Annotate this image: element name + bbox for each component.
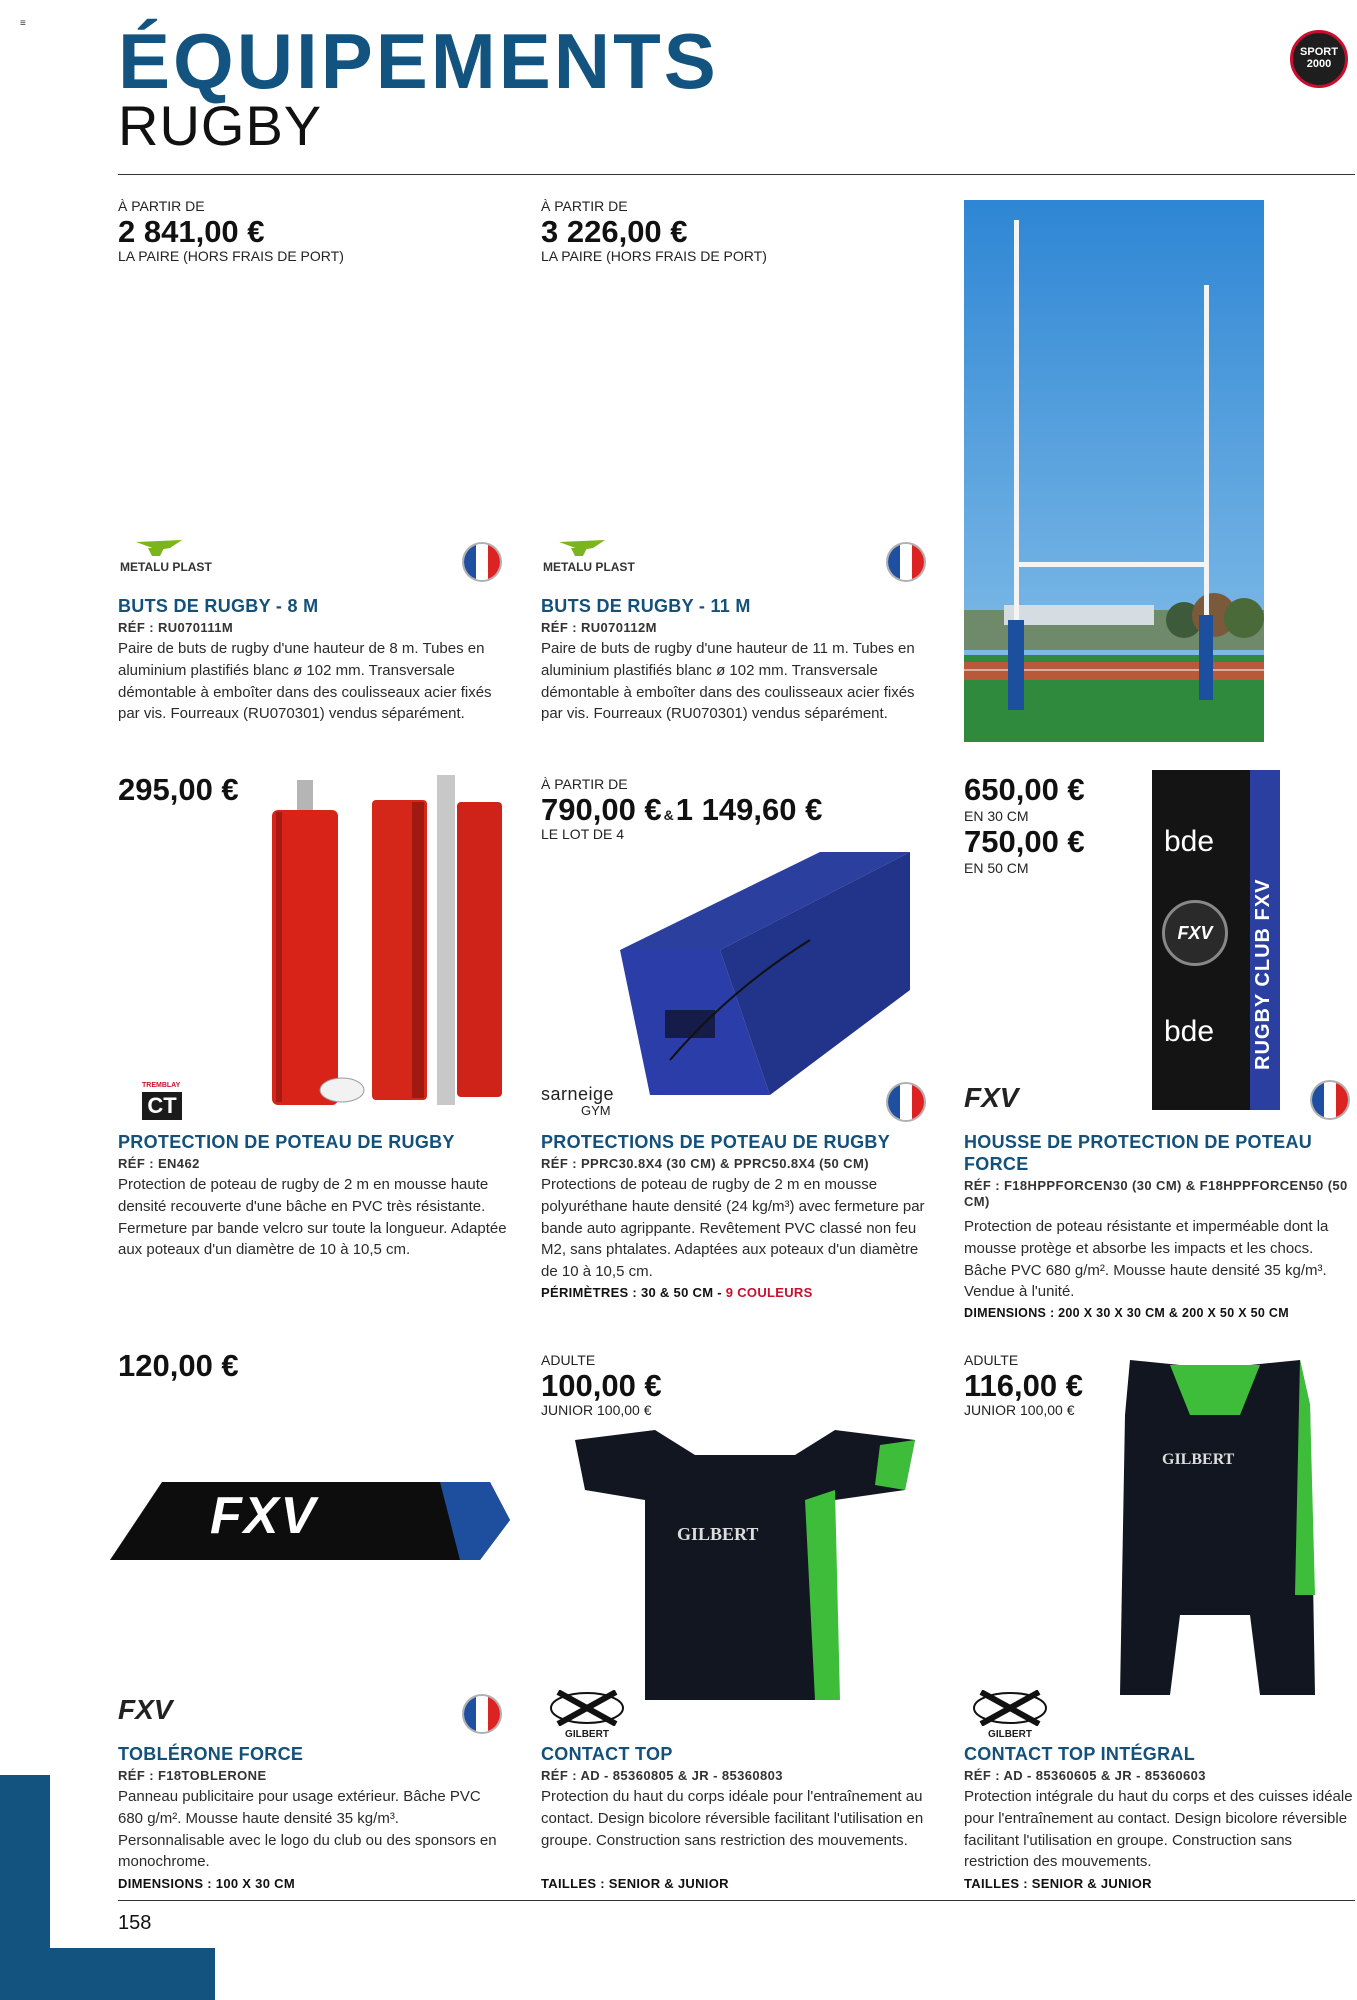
- price-note: LA PAIRE (HORS FRAIS DE PORT): [118, 248, 344, 264]
- product-desc: Panneau publicitaire pour usage extérieur. Bâche PVC 680 g/m². Mousse haute densité 35 kg/m³. Personnalisable avec le logo du club ou des sponsors en monochrome.: [118, 1788, 497, 1871]
- price: 116,00 €: [964, 1368, 1083, 1403]
- price-prefix: ADULTE: [541, 1352, 596, 1368]
- page-title: ÉQUIPEMENTS: [118, 17, 719, 105]
- contact-top-integral-photo: [1110, 1355, 1320, 1700]
- metaluplast-logo: [118, 538, 212, 583]
- page-subtitle: RUGBY: [118, 94, 323, 157]
- gilbert-icon: [971, 1690, 1049, 1726]
- price-note: LA PAIRE (HORS FRAIS DE PORT): [541, 248, 767, 264]
- box-badge: FXV: [1162, 900, 1228, 966]
- product-name: BUTS DE RUGBY - 11 M: [541, 596, 751, 616]
- ct-brand: CT: [142, 1092, 182, 1120]
- product-name: TOBLÉRONE FORCE: [118, 1744, 304, 1764]
- made-in-france-icon: [462, 542, 502, 582]
- sport2000-logo: [1290, 30, 1348, 88]
- gilbert-icon: [548, 1690, 626, 1726]
- garment-label: GILBERT: [677, 1524, 759, 1544]
- price-note: EN 30 CM: [964, 808, 1029, 824]
- price-note: JUNIOR 100,00 €: [541, 1402, 652, 1418]
- product-desc: Protection du haut du corps idéale pour l'entraînement au contact. Design bicolore réversible facilitant l'utilisation en groupe. Construction sans restriction des mouvements.: [541, 1788, 924, 1849]
- product-ref: RÉF : RU070112M: [541, 620, 657, 635]
- spec-highlight: 9 COULEURS: [725, 1285, 813, 1300]
- gilbert-logo: [971, 1690, 1049, 1742]
- product-ref: RÉF : RU070111M: [118, 620, 234, 635]
- price: 100,00 €: [541, 1368, 662, 1403]
- price2-note: EN 50 CM: [964, 860, 1029, 876]
- product-desc: Protection de poteau résistante et imperméable dont la mousse protège et absorbe les impacts et les chocs. Bâche PVC 680 g/m². Mousse haute densité 35 kg/m³. Vendue à l'unité.: [964, 1218, 1329, 1301]
- product-ref: RÉF : PPRC30.8X4 (30 CM) & PPRC50.8X4 (50 CM): [541, 1156, 869, 1171]
- product-spec: DIMENSIONS : 100 X 30 CM: [118, 1876, 295, 1891]
- product-desc: Protections de poteau de rugby de 2 m en mousse polyuréthane haute densité (24 kg/m³) avec fermeture par bande auto agrippante. Revêtement PVC classé non feu M2, sans phtalates. Adaptées aux poteaux d'un diamètre de 10 à 10,5 cm.: [541, 1176, 925, 1280]
- price: 120,00 €: [118, 1348, 239, 1383]
- brand-name: METALU PLAST: [120, 560, 212, 574]
- logo-line2: 2000: [1306, 58, 1332, 70]
- price-joiner: &: [663, 807, 674, 823]
- sarneige-logo: [541, 1084, 631, 1120]
- corner-mark: ≡: [20, 18, 26, 29]
- price-note: LE LOT DE 4: [541, 826, 625, 842]
- red-pole-protector-photo: [262, 770, 502, 1110]
- fxv-logo: FXV: [964, 1082, 1019, 1113]
- product-name: PROTECTION DE POTEAU DE RUGBY: [118, 1132, 455, 1152]
- product-name: BUTS DE RUGBY - 8 M: [118, 596, 319, 616]
- box-text1: bde: [1164, 825, 1215, 858]
- brand-name: GILBERT: [565, 1729, 609, 1740]
- banner-text: FXV: [210, 1487, 318, 1545]
- price-note: JUNIOR 100,00 €: [964, 1402, 1075, 1418]
- page-number: 158: [118, 1912, 152, 1934]
- spec-label: PÉRIMÈTRES : 30 & 50 CM -: [541, 1285, 726, 1300]
- product-ref: RÉF : AD - 85360805 & JR - 85360803: [541, 1768, 783, 1783]
- metaluplast-logo: [541, 538, 635, 583]
- price-range: [541, 794, 822, 825]
- price: 3 226,00 €: [541, 214, 688, 249]
- price: 650,00 €: [964, 772, 1085, 807]
- product-ref: RÉF : F18HPPFORCEN30 (30 CM) & F18HPPFORCEN50 (50 CM): [964, 1178, 1348, 1209]
- fxv-box-photo: [1152, 770, 1280, 1110]
- box-vertical-text: RUGBY CLUB FXV: [1252, 878, 1274, 1070]
- decorative-bar-bottom: [0, 1948, 215, 2000]
- product-name: CONTACT TOP: [541, 1744, 673, 1764]
- product-spec: TAILLES : SENIOR & JUNIOR: [541, 1876, 729, 1891]
- logo-line1: SPORT: [1300, 46, 1338, 59]
- product-ref: RÉF : F18TOBLERONE: [118, 1768, 267, 1783]
- price: 2 841,00 €: [118, 214, 265, 249]
- product-spec: DIMENSIONS : 200 X 30 X 30 CM & 200 X 50 X 50 CM: [964, 1306, 1289, 1320]
- footer-divider: [118, 1900, 1355, 1901]
- price-prefix: À PARTIR DE: [118, 198, 205, 214]
- made-in-france-icon: [462, 1694, 502, 1734]
- brand-name: METALU PLAST: [543, 560, 635, 574]
- ct-logo: [140, 1082, 182, 1122]
- garment-label: GILBERT: [1162, 1451, 1235, 1468]
- brand-name: GILBERT: [988, 1729, 1032, 1740]
- box-text2: bde: [1164, 1015, 1215, 1048]
- brand-name: sarneige: [541, 1084, 615, 1104]
- price: 790,00 €: [541, 792, 662, 827]
- product-spec: [541, 1285, 813, 1300]
- product-name: CONTACT TOP INTÉGRAL: [964, 1744, 1195, 1764]
- brand-sub: GYM: [581, 1103, 611, 1118]
- product-ref: RÉF : EN462: [118, 1156, 200, 1171]
- product-spec: TAILLES : SENIOR & JUNIOR: [964, 1876, 1152, 1891]
- header-divider: [118, 174, 1355, 175]
- product-name: HOUSSE DE PROTECTION DE POTEAU FORCE: [964, 1132, 1313, 1174]
- made-in-france-icon: [886, 542, 926, 582]
- made-in-france-icon: [886, 1082, 926, 1122]
- price2: 750,00 €: [964, 824, 1085, 859]
- price: 295,00 €: [118, 772, 239, 807]
- blue-pole-protector-photo: [610, 850, 910, 1100]
- product-ref: RÉF : AD - 85360605 & JR - 85360603: [964, 1768, 1206, 1783]
- toblerone-banner-photo: [110, 1478, 510, 1562]
- contact-top-photo: [575, 1430, 915, 1710]
- price2: 1 149,60 €: [675, 792, 823, 827]
- made-in-france-icon: [1310, 1080, 1350, 1120]
- rugby-goal-photo: [964, 200, 1264, 742]
- price-prefix: À PARTIR DE: [541, 198, 628, 214]
- product-desc: Paire de buts de rugby d'une hauteur de 11 m. Tubes en aluminium plastifiés blanc ø 102 mm. Transversale démontable à emboîter dans des coulisseaux acier fixés par vis. Fourreaux (RU070301) vendus séparément.: [541, 640, 915, 723]
- product-desc: Paire de buts de rugby d'une hauteur de 8 m. Tubes en aluminium plastifiés blanc ø 102 mm. Transversale démontable à emboîter dans des coulisseaux acier fixés par vis. Fourreaux (RU070301) vendus séparément.: [118, 640, 492, 723]
- brand-small: TREMBLAY: [142, 1082, 181, 1089]
- price-prefix: À PARTIR DE: [541, 776, 628, 792]
- price-prefix: ADULTE: [964, 1352, 1019, 1368]
- product-desc: Protection intégrale du haut du corps et des cuisses idéale pour l'entraînement au contact. Design bicolore réversible facilitant l'utilisation en groupe. Construction sans restriction des mouvements.: [964, 1788, 1353, 1871]
- product-name: PROTECTIONS DE POTEAU DE RUGBY: [541, 1132, 891, 1152]
- gilbert-logo: [548, 1690, 626, 1742]
- fxv-logo: FXV: [118, 1694, 173, 1725]
- product-desc: Protection de poteau de rugby de 2 m en mousse haute densité recouverte d'une bâche en PVC très résistante. Fermeture par bande velcro sur toute la longueur. Adaptée aux poteaux d'un diamètre de 10 à 10,5 cm.: [118, 1176, 507, 1259]
